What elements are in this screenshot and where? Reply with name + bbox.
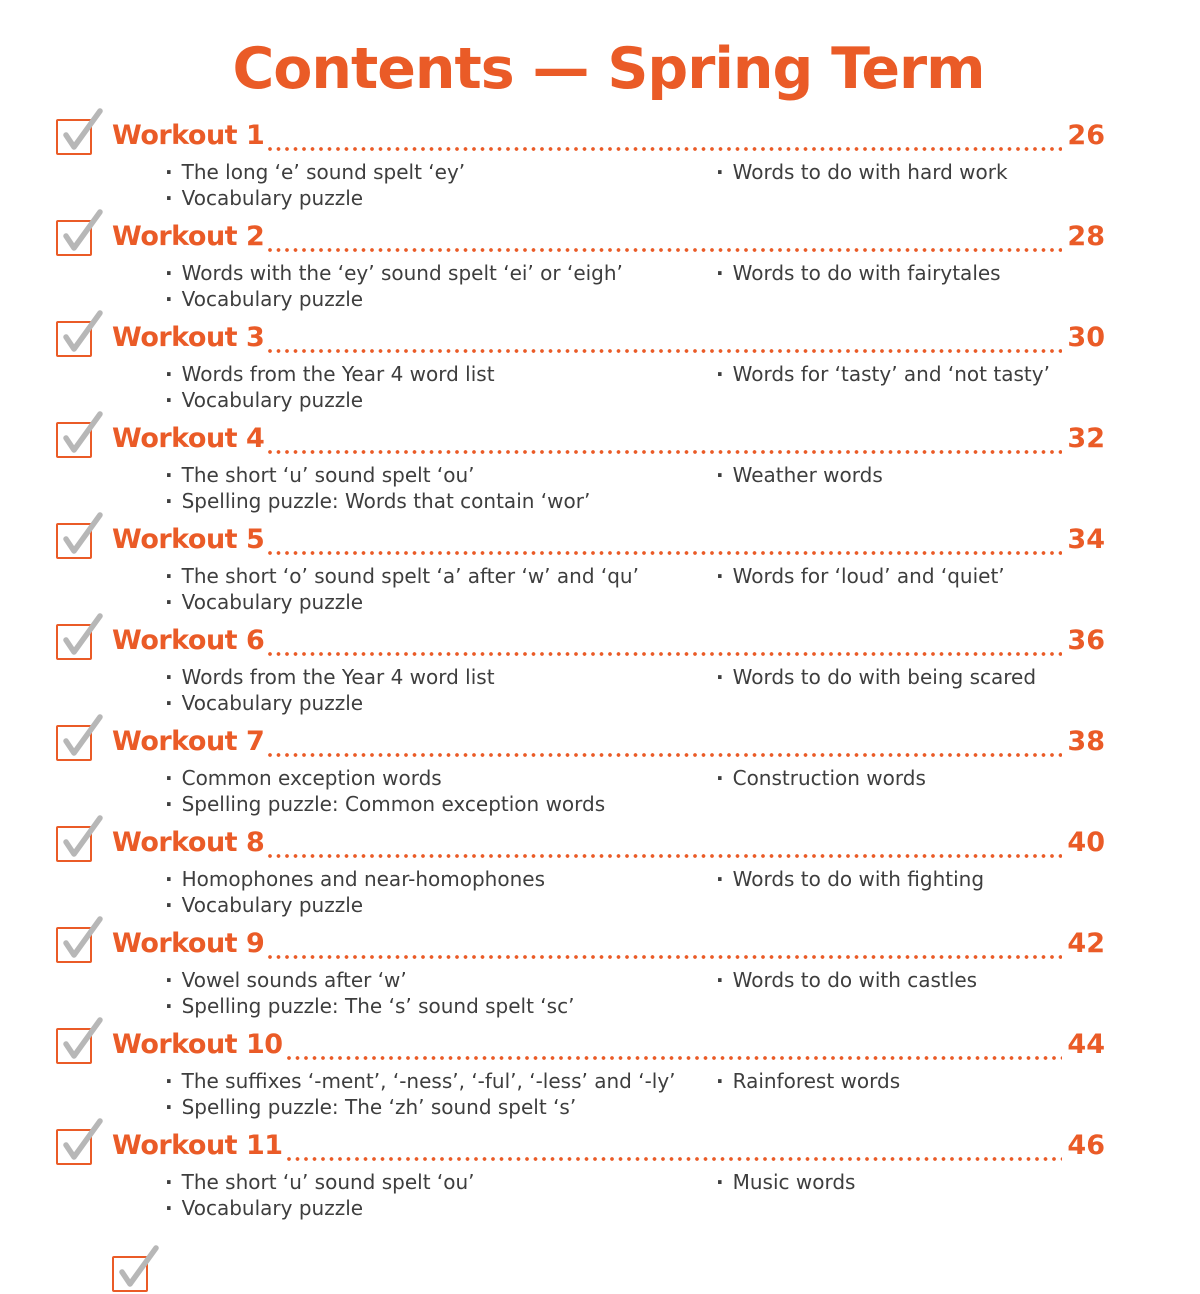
topic-list-right (716, 967, 1105, 1019)
topic-list-right (716, 462, 1105, 514)
next-workout-checkbox-partial[interactable] (112, 1256, 148, 1292)
workout-checkbox[interactable] (56, 119, 92, 155)
checkmark-icon (59, 511, 107, 561)
topic-list-right (716, 260, 1105, 312)
topic-item: · The short ‘u’ sound spelt ‘ou’ (165, 462, 716, 488)
workout-topics (165, 260, 1105, 312)
workout-heading-row (112, 726, 1105, 763)
topic-list-right (716, 159, 1105, 211)
checkmark-icon (59, 410, 107, 460)
topic-item: · Vocabulary puzzle (165, 892, 716, 918)
workout-heading-row (112, 625, 1105, 662)
topic-item: · Vocabulary puzzle (165, 589, 716, 615)
topic-item: · Rainforest words (716, 1068, 1105, 1094)
topic-item: · The long ‘e’ sound spelt ‘ey’ (165, 159, 716, 185)
page-number: 32 (1067, 423, 1105, 454)
topic-list-left (165, 967, 716, 1019)
contents-entry (112, 423, 1105, 514)
checkmark-icon (115, 1244, 163, 1294)
workout-title: Workout 11 (112, 1130, 283, 1161)
checkmark-icon (59, 814, 107, 864)
topic-list-left (165, 462, 716, 514)
topic-item: · The short ‘o’ sound spelt ‘a’ after ‘w’ and ‘qu’ (165, 563, 716, 589)
checkmark-icon (59, 1016, 107, 1066)
topic-item: · Words for ‘tasty’ and ‘not tasty’ (716, 361, 1105, 387)
workout-checkbox[interactable] (56, 826, 92, 862)
dotted-leader (268, 748, 1062, 758)
checkmark-icon (59, 208, 107, 258)
workout-topics (165, 1068, 1105, 1120)
workout-topics (165, 563, 1105, 615)
workout-title: Workout 8 (112, 827, 265, 858)
checkmark-icon (59, 107, 107, 157)
topic-item: · Vocabulary puzzle (165, 1195, 716, 1221)
topic-item: · Construction words (716, 765, 1105, 791)
workout-checkbox[interactable] (56, 422, 92, 458)
dotted-leader (268, 344, 1062, 354)
checkmark-icon (59, 713, 107, 763)
workout-checkbox[interactable] (56, 523, 92, 559)
topic-item: · Words to do with being scared (716, 664, 1105, 690)
topic-item: · Music words (716, 1169, 1105, 1195)
workout-topics (165, 1169, 1105, 1221)
contents-entry (112, 120, 1105, 211)
workout-title: Workout 4 (112, 423, 265, 454)
topic-list-left (165, 765, 716, 817)
topic-item: · Common exception words (165, 765, 716, 791)
workout-title: Workout 10 (112, 1029, 283, 1060)
workout-checkbox[interactable] (56, 624, 92, 660)
workout-heading-row (112, 1029, 1105, 1066)
topic-item: · The short ‘u’ sound spelt ‘ou’ (165, 1169, 716, 1195)
topic-item: · Spelling puzzle: The ‘zh’ sound spelt ‘s’ (165, 1094, 716, 1120)
workout-topics (165, 664, 1105, 716)
workout-title: Workout 1 (112, 120, 265, 151)
topic-list-left (165, 1068, 716, 1120)
topic-list-left (165, 563, 716, 615)
contents-entry (112, 1029, 1105, 1120)
page-number: 36 (1067, 625, 1105, 656)
page-number: 30 (1067, 322, 1105, 353)
dotted-leader (268, 546, 1062, 556)
workout-checkbox[interactable] (56, 725, 92, 761)
contents-entry (112, 524, 1105, 615)
workout-title: Workout 2 (112, 221, 265, 252)
topic-list-right (716, 1068, 1105, 1120)
page-number: 26 (1067, 120, 1105, 151)
checkmark-icon (59, 915, 107, 965)
dotted-leader (287, 1051, 1063, 1061)
topic-list-left (165, 866, 716, 918)
page-number: 44 (1067, 1029, 1105, 1060)
page-number: 38 (1067, 726, 1105, 757)
workout-heading-row (112, 1130, 1105, 1167)
topic-list-right (716, 866, 1105, 918)
topic-item: · Vocabulary puzzle (165, 387, 716, 413)
topic-list-right (716, 765, 1105, 817)
contents-page (0, 38, 1200, 1221)
dotted-leader (287, 1152, 1063, 1162)
workout-topics (165, 866, 1105, 918)
contents-entry (112, 625, 1105, 716)
dotted-leader (268, 647, 1062, 657)
workout-checkbox[interactable] (56, 1129, 92, 1165)
workout-heading-row (112, 423, 1105, 460)
topic-item: · Vocabulary puzzle (165, 286, 716, 312)
dotted-leader (268, 142, 1062, 152)
contents-entry (112, 928, 1105, 1019)
workout-heading-row (112, 221, 1105, 258)
topic-item: · Homophones and near-homophones (165, 866, 716, 892)
topic-item: · Words to do with hard work (716, 159, 1105, 185)
workout-topics (165, 765, 1105, 817)
dotted-leader (268, 950, 1062, 960)
topic-item: · Words from the Year 4 word list (165, 664, 716, 690)
page-number: 28 (1067, 221, 1105, 252)
topic-item: · Vocabulary puzzle (165, 690, 716, 716)
checkmark-icon (59, 309, 107, 359)
workout-topics (165, 159, 1105, 211)
page-number: 40 (1067, 827, 1105, 858)
workout-checkbox[interactable] (56, 927, 92, 963)
topic-item: · Spelling puzzle: Words that contain ‘wor’ (165, 488, 716, 514)
contents-entry (112, 322, 1105, 413)
topic-item: · Words from the Year 4 word list (165, 361, 716, 387)
dotted-leader (268, 445, 1062, 455)
topic-list-left (165, 1169, 716, 1221)
workout-title: Workout 9 (112, 928, 265, 959)
workout-topics (165, 361, 1105, 413)
contents-entry (112, 827, 1105, 918)
workout-title: Workout 6 (112, 625, 265, 656)
topic-item: · The suffixes ‘-ment’, ‘-ness’, ‘-ful’, ‘-less’ and ‘-ly’ (165, 1068, 716, 1094)
dotted-leader (268, 243, 1062, 253)
workout-heading-row (112, 928, 1105, 965)
topic-item: · Vowel sounds after ‘w’ (165, 967, 716, 993)
topic-list-left (165, 361, 716, 413)
page-title: Contents — Spring Term (232, 36, 985, 102)
contents-entry (112, 726, 1105, 817)
topic-list-left (165, 159, 716, 211)
topic-item: · Words with the ‘ey’ sound spelt ‘ei’ or ‘eigh’ (165, 260, 716, 286)
checkmark-icon (59, 1117, 107, 1167)
topic-item: · Words to do with fairytales (716, 260, 1105, 286)
topic-list-left (165, 260, 716, 312)
checkmark-icon (59, 612, 107, 662)
workout-heading-row (112, 524, 1105, 561)
workout-heading-row (112, 120, 1105, 157)
workout-checkbox[interactable] (56, 1028, 92, 1064)
topic-list-right (716, 1169, 1105, 1221)
workout-topics (165, 967, 1105, 1019)
workout-heading-row (112, 322, 1105, 359)
workout-title: Workout 5 (112, 524, 265, 555)
topic-item: · Words to do with castles (716, 967, 1105, 993)
topic-item: · Spelling puzzle: Common exception words (165, 791, 716, 817)
topic-item: · Weather words (716, 462, 1105, 488)
topic-list-left (165, 664, 716, 716)
contents-list (112, 120, 1105, 1221)
contents-entry (112, 1130, 1105, 1221)
topic-list-right (716, 361, 1105, 413)
topic-item: · Vocabulary puzzle (165, 185, 716, 211)
workout-title: Workout 7 (112, 726, 265, 757)
topic-item: · Words to do with fighting (716, 866, 1105, 892)
topic-item: · Spelling puzzle: The ‘s’ sound spelt ‘sc’ (165, 993, 716, 1019)
dotted-leader (268, 849, 1062, 859)
topic-list-right (716, 664, 1105, 716)
workout-checkbox[interactable] (56, 321, 92, 357)
workout-title: Workout 3 (112, 322, 265, 353)
page-number: 34 (1067, 524, 1105, 555)
workout-checkbox[interactable] (56, 220, 92, 256)
page-number: 42 (1067, 928, 1105, 959)
contents-entry (112, 221, 1105, 312)
topic-item: · Words for ‘loud’ and ‘quiet’ (716, 563, 1105, 589)
workout-topics (165, 462, 1105, 514)
topic-list-right (716, 563, 1105, 615)
page-number: 46 (1067, 1130, 1105, 1161)
workout-heading-row (112, 827, 1105, 864)
